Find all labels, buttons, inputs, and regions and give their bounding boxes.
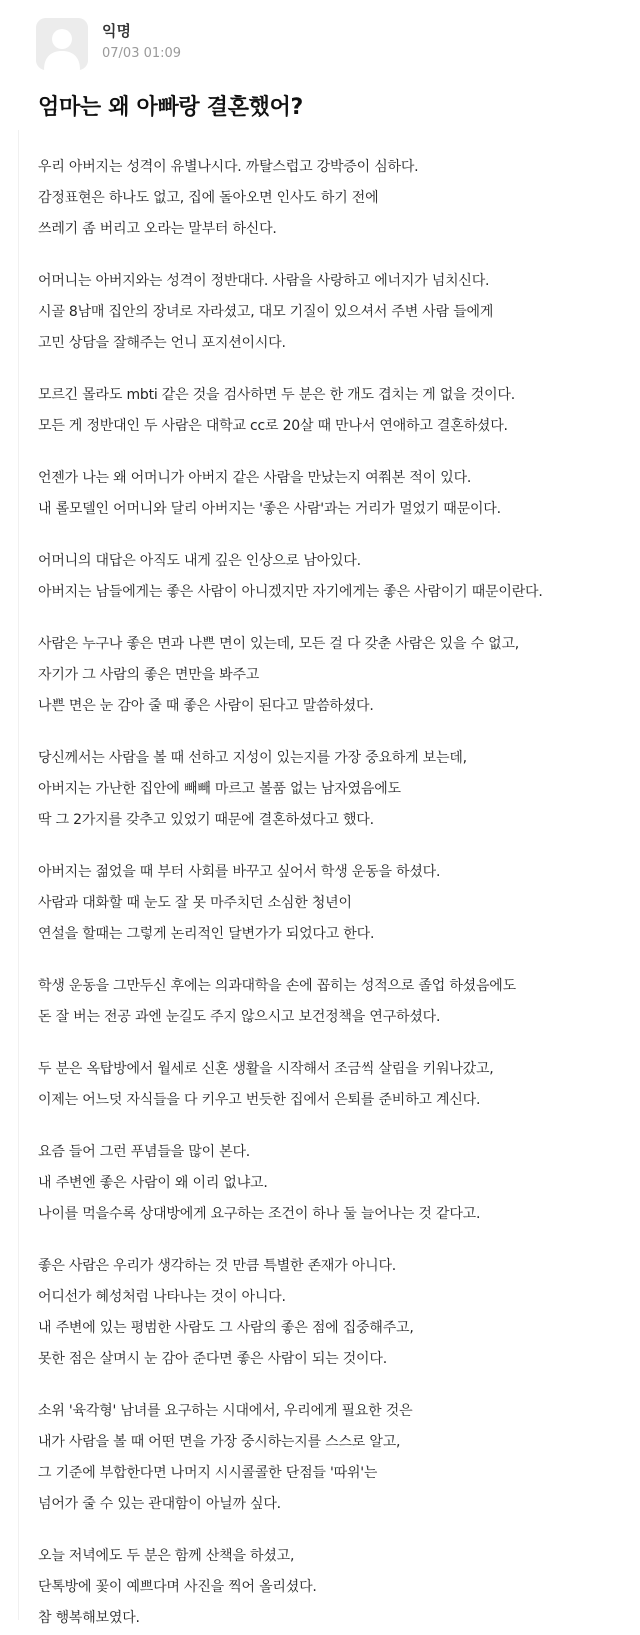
paragraph-gap bbox=[38, 442, 628, 463]
paragraph bbox=[38, 971, 628, 1033]
paragraph bbox=[38, 1054, 628, 1116]
paragraph-line: 아버지는 젊었을 때 부터 사회를 바꾸고 싶어서 학생 운동을 하셨다. bbox=[38, 864, 441, 880]
paragraph-gap bbox=[38, 1520, 628, 1541]
paragraph-line: 어디선가 혜성처럼 나타나는 것이 아니다. bbox=[38, 1289, 286, 1305]
paragraph bbox=[38, 546, 628, 608]
paragraph bbox=[38, 743, 628, 836]
paragraph bbox=[38, 629, 628, 722]
paragraph bbox=[38, 857, 628, 950]
paragraph-line: 우리 아버지는 성격이 유별나시다. 까탈스럽고 강박증이 심하다. bbox=[38, 159, 419, 175]
paragraph-line: 내 롤모델인 어머니와 달리 아버지는 '좋은 사람'과는 거리가 멀었기 때문이다. bbox=[38, 501, 501, 517]
paragraph-gap bbox=[38, 950, 628, 971]
paragraph-gap bbox=[38, 722, 628, 743]
paragraph-line: 오늘 저녁에도 두 분은 함께 산책을 하셨고, bbox=[38, 1548, 295, 1564]
paragraph-line: 학생 운동을 그만두신 후에는 의과대학을 손에 꼽히는 성적으로 졸업 하셨음에도 bbox=[38, 978, 516, 994]
post-title: 엄마는 왜 아빠랑 결혼했어? bbox=[38, 95, 304, 120]
paragraph-line: 쓰레기 좀 버리고 오라는 말부터 하신다. bbox=[38, 221, 277, 237]
paragraph-gap bbox=[38, 1033, 628, 1054]
paragraph-line: 나쁜 면은 눈 감아 줄 때 좋은 사람이 된다고 말씀하셨다. bbox=[38, 698, 374, 714]
paragraph-gap bbox=[38, 525, 628, 546]
paragraph-line: 넘어가 줄 수 있는 관대함이 아닐까 싶다. bbox=[38, 1496, 281, 1512]
post-body bbox=[38, 152, 628, 1634]
paragraph bbox=[38, 152, 628, 245]
paragraph-line: 자기가 그 사람의 좋은 면만을 봐주고 bbox=[38, 667, 260, 683]
author-row bbox=[36, 14, 596, 70]
paragraph-gap bbox=[38, 1116, 628, 1137]
paragraph bbox=[38, 380, 628, 442]
paragraph-line: 아버지는 가난한 집안에 빼빼 마르고 볼품 없는 남자였음에도 bbox=[38, 781, 401, 797]
paragraph bbox=[38, 1251, 628, 1375]
paragraph-line: 사람과 대화할 때 눈도 잘 못 마주치던 소심한 청년이 bbox=[38, 895, 352, 911]
paragraph-line: 연설을 할때는 그렇게 논리적인 달변가가 되었다고 한다. bbox=[38, 926, 375, 942]
paragraph-line: 좋은 사람은 우리가 생각하는 것 만큼 특별한 존재가 아니다. bbox=[38, 1258, 397, 1274]
paragraph bbox=[38, 463, 628, 525]
paragraph-gap bbox=[38, 836, 628, 857]
paragraph-line: 어머니의 대답은 아직도 내게 깊은 인상으로 남아있다. bbox=[38, 553, 361, 569]
post-timestamp: 07/03 01:09 bbox=[102, 46, 182, 61]
paragraph-line: 사람은 누구나 좋은 면과 나쁜 면이 있는데, 모든 걸 다 갖춘 사람은 있을 수 없고, bbox=[38, 636, 520, 652]
paragraph-line: 참 행복해보였다. bbox=[38, 1610, 140, 1626]
paragraph-line: 내가 사람을 볼 때 어떤 면을 가장 중시하는지를 스스로 알고, bbox=[38, 1434, 401, 1450]
paragraph-line: 시골 8남매 집안의 장녀로 자라셨고, 대모 기질이 있으셔서 주변 사람 들에게 bbox=[38, 304, 494, 320]
paragraph-line: 그 기준에 부합한다면 나머지 시시콜콜한 단점들 '따위'는 bbox=[38, 1465, 378, 1481]
paragraph-line: 돈 잘 버는 전공 과엔 눈길도 주지 않으시고 보건정책을 연구하셨다. bbox=[38, 1009, 441, 1025]
paragraph bbox=[38, 1541, 628, 1634]
author-name[interactable]: 익명 bbox=[102, 22, 131, 40]
paragraph-line: 당신께서는 사람을 볼 때 선하고 지성이 있는지를 가장 중요하게 보는데, bbox=[38, 750, 467, 766]
paragraph-line: 감정표현은 하나도 없고, 집에 돌아오면 인사도 하기 전에 bbox=[38, 190, 379, 206]
divider bbox=[18, 130, 19, 1620]
paragraph-line: 모르긴 몰라도 mbti 같은 것을 검사하면 두 분은 한 개도 겹치는 게 없을 것이다. bbox=[38, 387, 516, 403]
paragraph-line: 딱 그 2가지를 갖추고 있었기 때문에 결혼하셨다고 했다. bbox=[38, 812, 374, 828]
paragraph-line: 소위 '육각형' 남녀를 요구하는 시대에서, 우리에게 필요한 것은 bbox=[38, 1403, 413, 1419]
paragraph bbox=[38, 1396, 628, 1520]
paragraph-line: 이제는 어느덧 자식들을 다 키우고 번듯한 집에서 은퇴를 준비하고 계신다. bbox=[38, 1092, 481, 1108]
paragraph-gap bbox=[38, 608, 628, 629]
paragraph bbox=[38, 1137, 628, 1230]
paragraph-line: 두 분은 옥탑방에서 월세로 신혼 생활을 시작해서 조금씩 살림을 키워나갔고, bbox=[38, 1061, 494, 1077]
paragraph-line: 내 주변에 있는 평범한 사람도 그 사람의 좋은 점에 집중해주고, bbox=[38, 1320, 414, 1336]
paragraph-line: 단톡방에 꽃이 예쁘다며 사진을 찍어 올리셨다. bbox=[38, 1579, 317, 1595]
paragraph-line: 못한 점은 살며시 눈 감아 준다면 좋은 사람이 되는 것이다. bbox=[38, 1351, 387, 1367]
paragraph-gap bbox=[38, 1375, 628, 1396]
paragraph-line: 요즘 들어 그런 푸념들을 많이 본다. bbox=[38, 1144, 251, 1160]
anonymous-user-icon[interactable] bbox=[36, 18, 88, 70]
paragraph-line: 언젠가 나는 왜 어머니가 아버지 같은 사람을 만났는지 여쭤본 적이 있다. bbox=[38, 470, 472, 486]
paragraph-gap bbox=[38, 1230, 628, 1251]
paragraph-line: 모든 게 정반대인 두 사람은 대학교 cc로 20살 때 만나서 연애하고 결혼하셨다. bbox=[38, 418, 508, 434]
paragraph-line: 고민 상담을 잘해주는 언니 포지션이시다. bbox=[38, 335, 286, 351]
paragraph-line: 아버지는 남들에게는 좋은 사람이 아니겠지만 자기에게는 좋은 사람이기 때문이란다. bbox=[38, 584, 543, 600]
paragraph-line: 내 주변엔 좋은 사람이 왜 이리 없냐고. bbox=[38, 1175, 268, 1191]
paragraph-gap bbox=[38, 245, 628, 266]
paragraph-gap bbox=[38, 359, 628, 380]
paragraph-line: 나이를 먹을수록 상대방에게 요구하는 조건이 하나 둘 늘어나는 것 같다고. bbox=[38, 1206, 481, 1222]
paragraph-line: 어머니는 아버지와는 성격이 정반대다. 사람을 사랑하고 에너지가 넘치신다. bbox=[38, 273, 490, 289]
paragraph bbox=[38, 266, 628, 359]
